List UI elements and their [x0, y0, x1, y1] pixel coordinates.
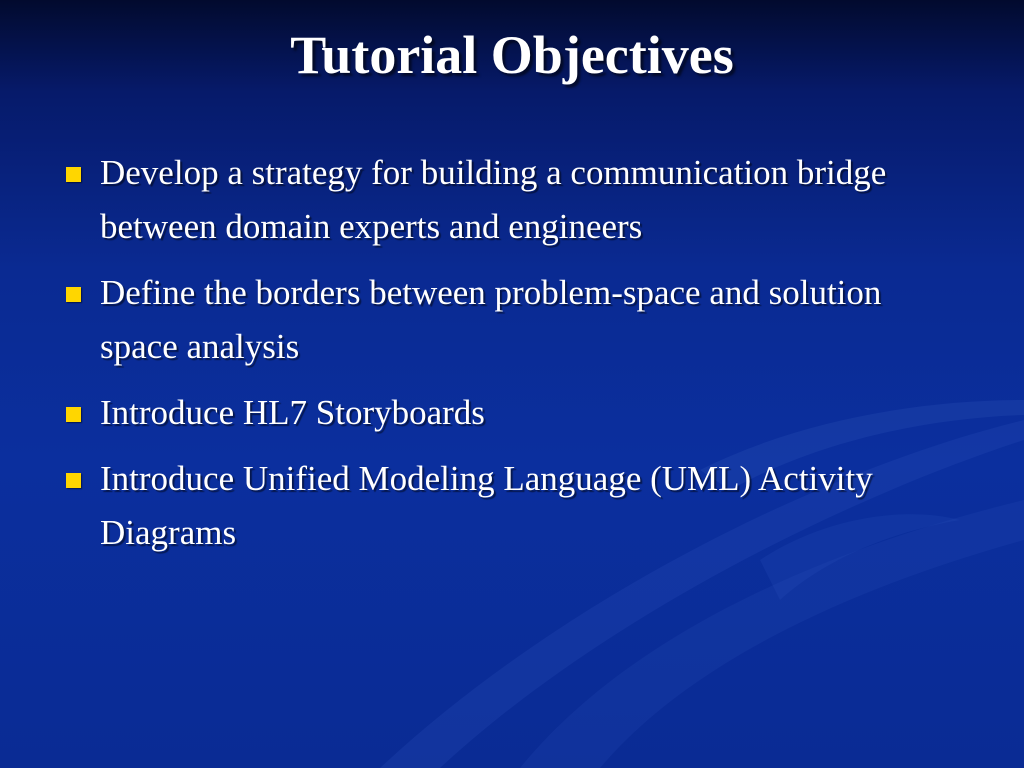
yellow-square-bullet-icon: [66, 287, 81, 302]
yellow-square-bullet-icon: [66, 473, 81, 488]
slide-title: Tutorial Objectives: [290, 25, 734, 85]
list-item: [62, 146, 962, 254]
bullet-text: Develop a strategy for building a communication bridge between domain experts and engineers: [100, 153, 887, 246]
bullet-list: [62, 146, 962, 572]
yellow-square-bullet-icon: [66, 167, 81, 182]
bullet-text: Introduce Unified Modeling Language (UML) Activity Diagrams: [100, 459, 873, 552]
bullet-text: Introduce HL7 Storyboards: [100, 393, 485, 432]
bullet-text: Define the borders between problem-space and solution space analysis: [100, 273, 882, 366]
list-item: [62, 386, 962, 440]
yellow-square-bullet-icon: [66, 407, 81, 422]
list-item: [62, 266, 962, 374]
list-item: [62, 452, 962, 560]
